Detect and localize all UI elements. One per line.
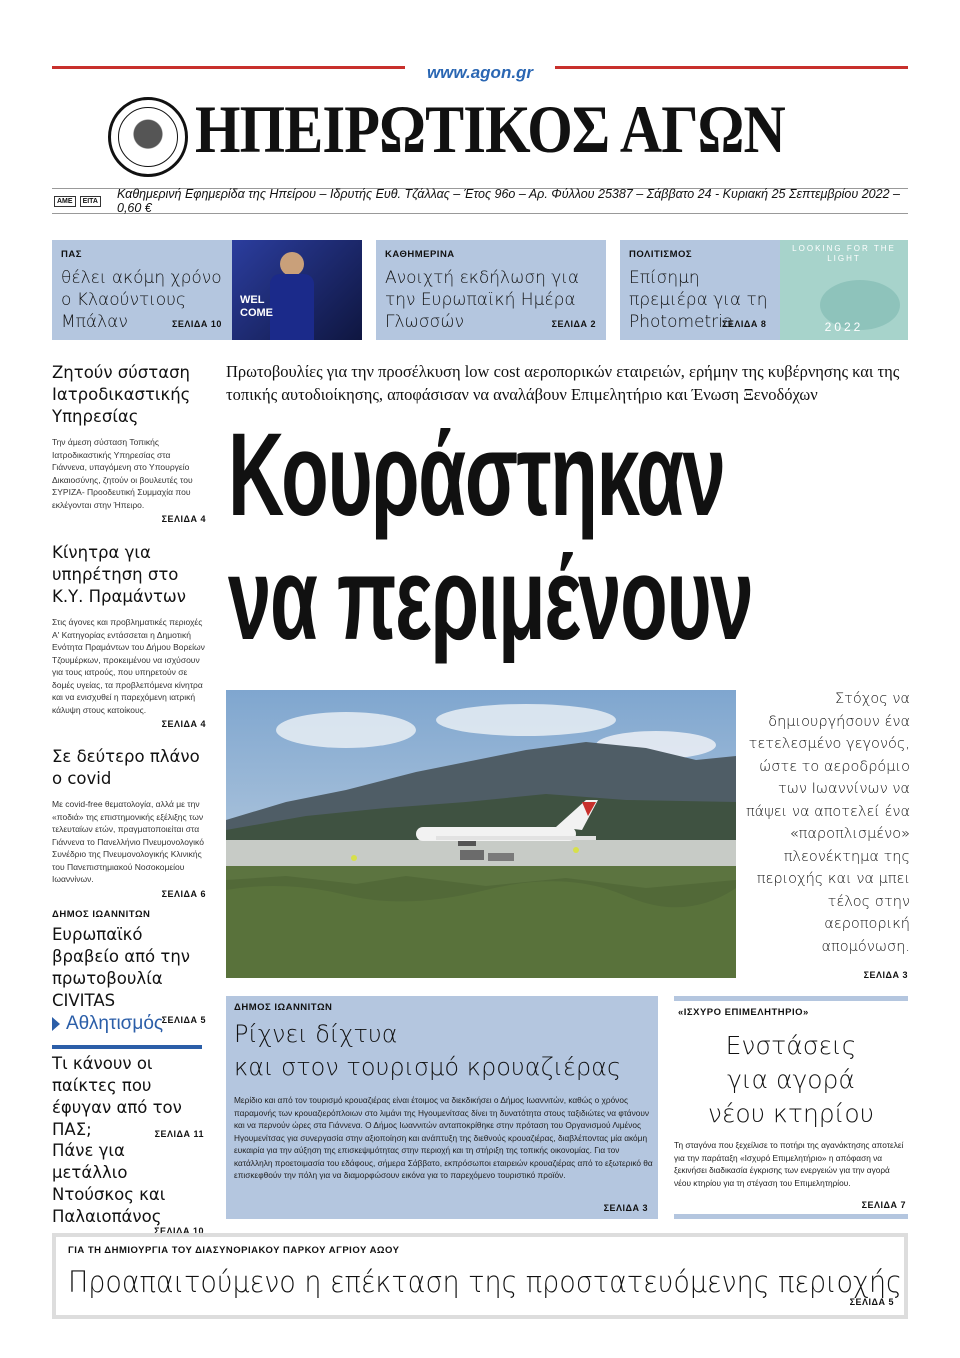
teaser-page: ΣΕΛΙΔΑ 10 [172,319,222,329]
teaser-photometria[interactable] [620,240,908,340]
story-page: ΣΕΛΙΔΑ 7 [861,1200,906,1210]
story-covid[interactable] [52,746,206,899]
teaser-page: ΣΕΛΙΔΑ 8 [722,319,767,329]
story-title-line3: νέου κτηρίου [707,1099,875,1128]
teaser-page: ΣΕΛΙΔΑ 2 [551,319,596,329]
main-subhead: Πρωτοβουλίες για την προσέλκυση low cost αεροπορικών εταιρειών, ερήμην της κυβέρνησης και της τοπικής αυτοδιοίκησης, αποφάσισαν να αναλάβουν Επιμελητήριο και Ένωση Ξενοδόχων [226,362,900,404]
teaser-languages[interactable] [376,240,606,340]
teaser-photometria-poster [780,240,908,340]
story-body: Στις άγονες και προβληματικές περιοχές Α' Κατηγορίας εντάσσεται η Δημοτική Ενότητα Πραμάντων του Δήμου Βορείων Τζουμέρκων, προκειμένου να ισχύσουν για τους ιατρούς, που υπηρετούν σε δομές υγείας, τα προβλεπόμενα κίνητρα και να ενισχυθεί η παρεχόμενη ιατρική κάλυψη στους κατοίκους. [52,617,205,715]
story-title: Πάνε για μετάλλιο Ντούσκος και Παλαιοπάνος [52,1141,166,1226]
teaser-category: ΠΟΛΙΤΙΣΜΟΣ [629,249,693,260]
story-body: Με covid-free θεματολογία, αλλά με την «ποδιά» της επιστημονικής εξέλιξης των τελευταίων ετών, πραγματοποιείται στα Γιάννενα το Πανελλήνιο Πνευμονολογικό Συνέδριο της Πνευμονολογικής Κλινικής του Πανεπιστημιακού Νοσοκομείου Ιωαννίνων. [52,799,204,884]
story-cruise[interactable] [226,996,658,1219]
website-url[interactable]: www.agon.gr [405,63,555,83]
story-title-line2: για αγορά [727,1065,855,1094]
airport-photo [226,690,736,978]
main-page: ΣΕΛΙΔΑ 3 [863,970,908,980]
poster-year: 2022 [824,320,864,334]
issue-info: Καθημερινή Εφημερίδα της Ηπείρου – Ιδρυτής Ευθ. Τζάλλας – Έτος 96ο – Αρ. Φύλλου 25387 – Σάββατο 24 - Κυριακή 25 Σεπτεμβρίου 2022 – 0,60 € [117,187,900,215]
teaser-category: ΠΑΣ [61,249,82,260]
story-page: ΣΕΛΙΔΑ 5 [161,1015,206,1025]
teaser-pas[interactable] [52,240,362,340]
story-title: Κίνητρα για υπηρέτηση στο Κ.Υ. Πραμάντων [52,543,186,606]
story-iatrodikastiki[interactable] [52,362,206,524]
story-title: Σε δεύτερο πλάνο ο covid [52,747,200,788]
story-page: ΣΕΛΙΔΑ 6 [161,888,206,899]
story-page: ΣΕΛΙΔΑ 5 [849,1297,894,1307]
story-kicker: ΔΗΜΟΣ ΙΩΑΝΝΙΤΩΝ [234,1002,333,1013]
story-page: ΣΕΛΙΔΑ 11 [154,1129,204,1139]
eita-logo: ΕΙΤΑ [80,196,101,207]
story-title: Προαπαιτούμενο η επέκταση της προστατευόμενης περιοχής [68,1265,902,1299]
teaser-category: ΚΑΘΗΜΕΡΙΝΑ [385,249,455,260]
teaser-text: Ανοιχτή εκδήλωση για την Ευρωπαϊκή Ημέρα Γλωσσών [385,268,580,332]
story-page: ΣΕΛΙΔΑ 4 [161,719,206,729]
teaser-welcome-text: WEL COME [240,294,273,319]
story-aoos-park[interactable] [52,1233,908,1319]
story-page: ΣΕΛΙΔΑ 10 [154,1226,204,1236]
story-title [674,1029,908,1131]
story-title [234,1018,621,1084]
story-civitas[interactable] [52,909,206,1025]
story-title: Ευρωπαϊκό βραβείο από την πρωτοβουλία CIVITAS [52,925,191,1010]
story-page: ΣΕΛΙΔΑ 4 [161,514,206,524]
ame-logo: ΑΜΕ [54,196,76,207]
story-body: Την άμεση σύσταση Τοπικής Ιατροδικαστικής Υπηρεσίας στα Γιάννενα, υπαγόμενη στο Υπουργείο Δικαιοσύνης, ζητούν οι βουλευτές του ΣΥΡΙΖΑ- Προοδευτική Συμμαχία που εκλέγονται στην Ήπειρο. [52,437,193,510]
story-kicker: ΓΙΑ ΤΗ ΔΗΜΙΟΥΡΓΙΑ ΤΟΥ ΔΙΑΣΥΝΟΡΙΑΚΟΥ ΠΑΡΚΟΥ ΑΓΡΙΟΥ ΑΩΟΥ [68,1245,400,1256]
story-kicker: «ΙΣΧΥΡΟ ΕΠΙΜΕΛΗΤΗΡΙΟ» [678,1007,809,1018]
story-page: ΣΕΛΙΔΑ 3 [603,1203,648,1213]
publisher-logos [54,196,101,207]
section-marker-icon [52,1017,60,1031]
main-headline-line2[interactable]: να περιμένουν [228,533,753,665]
story-title: Τι κάνουν οι παίκτες που έφυγαν από τον ΠΑΣ; [52,1054,182,1139]
story-former-players[interactable] [52,1053,204,1139]
story-title: Ζητούν σύσταση Ιατροδικαστικής Υπηρεσίας [52,363,191,426]
teaser-text: Επίσημη πρεμιέρα για τη Photometria [629,268,768,332]
story-title-line1: Ενστάσεις [725,1031,857,1060]
sports-section-header [52,1013,202,1049]
story-pramanta[interactable] [52,542,206,729]
info-bar [52,188,908,214]
story-kicker: ΔΗΜΟΣ ΙΩΑΝΝΙΤΩΝ [52,909,151,920]
poster-title: LOOKING FOR THE LIGHT [792,244,896,263]
newspaper-seal-logo [108,97,188,177]
teaser-text: θέλει ακόμη χρόνο ο Κλαούντιους Μπάλαν [61,268,222,332]
story-chamber[interactable] [674,996,908,1219]
story-title-line1: Ρίχνει δίχτυα [234,1020,398,1048]
main-headline-line1[interactable]: Κουράστηκαν [228,409,725,541]
teaser-player-image [232,240,362,340]
story-title-line2: και στον τουρισμό κρουαζιέρας [234,1053,622,1081]
masthead-title: ΗΠΕΙΡΩΤΙΚΟΣ ΑΓΩΝ [195,91,785,167]
story-body: Μερίδιο και από τον τουρισμό κρουαζιέρας είναι έτοιμος να διεκδικήσει ο Δήμος Ιωαννιτών, καθώς ο χρόνος παραμονής των κρουαζιερόπλοιων στο λιμάνι της Ηγουμενίτσας δίνει τη δυνατότητα στους ταξιδιώτες να φτάνουν και να περνούν ώρες στα Γιάννενα. Ο Δήμος Ιωαννιτών ανταποκρίθηκε στην πρόταση του Οργανισμού Λιμένος Ηγουμενίτσας για συνεργασία στην αξιοποίηση και ανάπτυξη της διεθνούς κρουαζιέρας, διαβλέποντας μία ακόμη ευκαιρία για την αύξηση της επισκεψιμότητας στην περιοχή και τη στήριξη της τοπικής οικονομίας. Για τον κατάλληλη προετοιμασία του εδάφους, σήμερα Σάββατο, εκπρόσωποι εταιρειών κρουαζιέρας από το εξωτερικό θα επισκεφθούν την πόλη για να διαμορφώσουν εικόνα για το παρεχόμενο τουριστικό προϊόν. [234,1095,653,1180]
sports-title: Αθλητισμός [66,1013,164,1034]
main-side-text: Στόχος να δημιουργήσουν ένα τετελεσμένο γεγονός, ώστε το αεροδρόμιο των Ιωαννίνων να πάψει να αποτελεί ένα «παροπλισμένο» πλεονέκτημα της περιοχής και να μπει τέλος στην αεροπορική απομόνωση. [745,691,910,955]
story-body: Τη σταγόνα που ξεχείλισε το ποτήρι της αγανάκτησης αποτελεί για την παράταξη «Ισχυρό Επιμελητήριο» η απόφαση να ξεκινήσει διαδικασία έγκρισης των ενεργειών για την αγορά νέου κτηρίου για τη στέγαση του Επιμελητηρίου. [674,1140,904,1188]
story-medal[interactable] [52,1140,204,1236]
